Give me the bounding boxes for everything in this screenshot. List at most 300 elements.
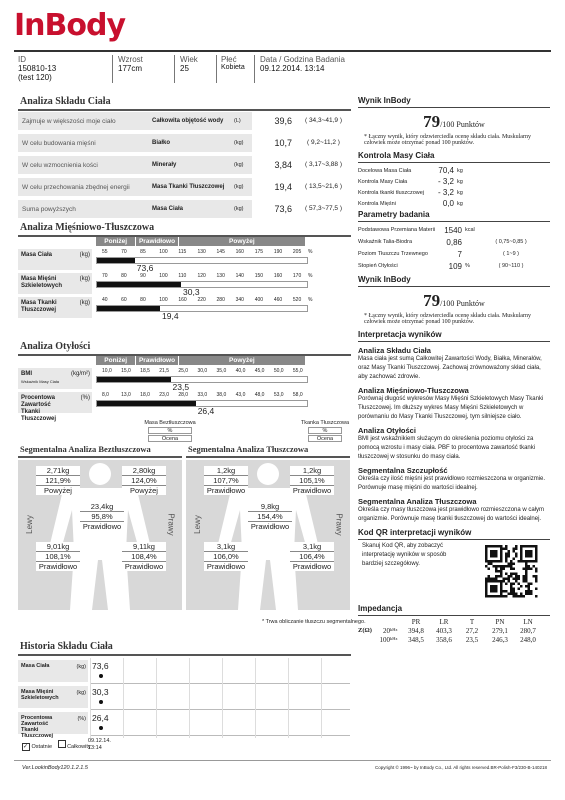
segment-trunk <box>80 502 124 531</box>
bar-track <box>96 281 308 288</box>
bar-value: 30,3 <box>183 287 200 297</box>
segment-kg: 2,80kg <box>122 466 166 476</box>
tick-label: 130 <box>197 249 206 255</box>
score-suffix: /100 Punktów <box>440 120 485 129</box>
segment-ll <box>290 542 334 571</box>
score2-value: 79 <box>423 291 441 310</box>
id-value: 150810-13 <box>18 64 57 73</box>
composition-value: 10,7 <box>252 134 296 152</box>
bar-row-label <box>18 368 92 389</box>
composition-value: 39,6 <box>252 112 296 130</box>
right-side-label: Prawy <box>166 513 176 536</box>
segment-eval: Prawidłowo <box>80 522 124 531</box>
weight-control-row <box>358 165 550 176</box>
footer-copyright: Copyright © 1996~ by InBody Co., Ltd. All rights reserved.BR-Polish-F3/230-B-140218 <box>374 765 547 770</box>
interp-text: Masa ciała jest sumą Całkowitej Zawartości Wody, Białka, Minerałów, oraz Masy Tkanki Tłuszczowej. Zachowaj zrównoważony skład ciała, aby zachować zdrowie. <box>358 356 542 380</box>
score2-title: Wynik InBody <box>358 275 411 284</box>
history-point <box>99 726 103 730</box>
segment-ra <box>36 466 80 495</box>
weight-control-row <box>358 198 550 209</box>
wc-value: 0,0 <box>442 199 454 208</box>
tick-label: 205 <box>292 249 302 255</box>
segment-kg: 3,1kg <box>204 542 248 552</box>
total-checkbox-icon[interactable] <box>58 740 66 748</box>
wc-value: 70,4 <box>438 166 454 175</box>
composition-range: ( 57,3~77,5 ) <box>296 200 351 218</box>
tick-label: 85 <box>140 249 146 255</box>
params-value: 1540 <box>444 225 462 235</box>
weight-control-row <box>358 176 550 187</box>
bar-row-name: Procentowa Zawartość Tkanki Tłuszczowej <box>21 395 57 422</box>
impedance-col: LR <box>439 618 449 626</box>
score-title: Wynik InBody <box>358 96 411 105</box>
wc-label: Docelowa Masa Ciała <box>358 167 412 174</box>
tick-row <box>96 392 306 399</box>
tick-label: 58,0 <box>292 392 303 398</box>
tick-label: 190 <box>273 249 283 255</box>
zone-header <box>96 237 306 246</box>
history-chart <box>18 656 351 748</box>
wc-unit: kg <box>457 189 463 196</box>
left-side-label: Lewy <box>24 515 34 534</box>
zone-label: Powyżej <box>179 237 305 246</box>
composition-desc: W celu budowania mięśni <box>22 139 96 147</box>
obesity-title: Analiza Otyłości <box>20 341 91 352</box>
history-row-label <box>18 660 88 682</box>
bar-row-sub: Wskaźnik Masy Ciała <box>21 379 60 384</box>
zone-label: Prawidłowo <box>136 356 177 365</box>
composition-range: ( 3,17~3,88 ) <box>296 156 351 174</box>
segment-pct: 107,7% <box>204 476 248 486</box>
params-row <box>358 236 550 248</box>
impedance-col: PN <box>495 618 505 626</box>
wc-unit: kg <box>457 178 463 185</box>
tick-label: 145 <box>216 249 225 255</box>
params-range: ( 1~9 ) <box>502 251 520 257</box>
composition-title: Analiza Składu Ciała <box>20 96 111 107</box>
history-row-label <box>18 712 88 739</box>
impedance-col: LN <box>523 618 533 626</box>
tick-label: 70 <box>102 273 108 279</box>
history-point <box>99 700 103 704</box>
impedance-freq-unit: kHz <box>390 636 398 641</box>
tick-label: 53,0 <box>273 392 284 398</box>
tick-label: 160 <box>273 273 283 279</box>
recent-checkbox-icon[interactable]: ✓ <box>23 744 29 750</box>
interp-heading: Analiza Otyłości <box>358 426 416 435</box>
tick-label: 120 <box>197 273 206 279</box>
id-sub: (test 120) <box>18 73 52 82</box>
tick-row <box>96 249 306 256</box>
segment-la <box>122 466 166 495</box>
zone-label: Poniżej <box>96 356 135 365</box>
pct-label: % <box>308 249 313 255</box>
bar-value: 26,4 <box>197 406 215 416</box>
segment-rl <box>204 542 248 571</box>
tick-label: 43,0 <box>235 392 246 398</box>
composition-row <box>18 178 351 197</box>
inbody-logo: InBody <box>14 8 126 43</box>
tick-label: 80 <box>121 273 127 279</box>
composition-name: Całkowita objętość wody <box>152 118 224 124</box>
segment-eval: Powyżej <box>122 486 166 495</box>
interp-text: BMI jest wskaźnikiem służącym do określenia poziomu otyłości za pomocą wzrostu i masy ciała. PBF to procentowa zawartość tkanki tłuszczowej w stosunku do masy ciała. <box>358 436 536 460</box>
tick-label: 8,0 <box>102 392 109 398</box>
composition-range: ( 13,5~21,6 ) <box>296 178 351 196</box>
bar-fill <box>97 258 135 263</box>
bar-fill <box>97 306 160 311</box>
interp-heading: Segmentalna Szczupłość <box>358 466 448 475</box>
wc-label: Kontrola Mięśni <box>358 200 396 207</box>
seg-fat-title: Segmentalna Analiza Tłuszczowa <box>188 444 309 454</box>
impedance-freq-unit: kHz <box>390 627 398 632</box>
right-column <box>358 96 550 645</box>
history-recent-label: Ostatnie <box>31 744 53 750</box>
impedance-value: 358,6 <box>436 636 452 644</box>
legend-lean-eval: Ocena <box>148 435 192 442</box>
impedance-row <box>358 627 550 636</box>
history-row-name: Masa Mięśni Szkieletowych <box>21 689 59 701</box>
tick-label: 38,0 <box>216 392 227 398</box>
id-label: ID <box>18 55 26 64</box>
impedance-value: 348,5 <box>408 636 424 644</box>
impedance-value: 279,1 <box>492 627 508 635</box>
bar-row-label <box>18 249 92 270</box>
impedance-header <box>358 618 550 627</box>
score-value: 79 <box>423 112 441 131</box>
impedance-value: 248,0 <box>520 636 536 644</box>
impedance-col: T <box>469 618 475 626</box>
tick-label: 160 <box>178 297 187 303</box>
params-value: 109 <box>448 261 462 271</box>
segment-eval: Prawidłowo <box>290 562 334 571</box>
tick-label: 48,0 <box>254 392 265 398</box>
tick-label: 30,0 <box>197 368 208 374</box>
tick-label: 100 <box>159 273 168 279</box>
tick-label: 280 <box>216 297 225 303</box>
tick-label: 130 <box>216 273 225 279</box>
legend-lean-label: Masa Beztłuszczowa <box>144 420 196 426</box>
tick-label: 220 <box>197 297 206 303</box>
tick-row <box>96 368 306 375</box>
segment-ra <box>204 466 248 495</box>
segment-kg: 1,2kg <box>204 466 248 476</box>
composition-unit: (kg) <box>234 140 244 146</box>
id-col <box>18 55 56 82</box>
impedance-value: 403,3 <box>436 627 452 635</box>
impedance-value: 23,5 <box>465 636 479 644</box>
composition-unit: (L) <box>234 118 241 124</box>
composition-row <box>18 134 351 153</box>
composition-value: 73,6 <box>252 200 296 218</box>
tick-label: 13,0 <box>121 392 131 398</box>
legend-fat-label: Tkanka Tłuszczowa <box>300 420 350 426</box>
sex-label: Płeć <box>221 55 237 64</box>
history-time: 13:14 <box>88 745 102 751</box>
tick-label: 18,5 <box>140 368 150 374</box>
impedance-table <box>358 618 550 645</box>
params-unit: kcal <box>465 227 475 233</box>
tick-row <box>96 273 306 280</box>
bar-row-name: Masa Ciała <box>21 252 53 258</box>
composition-unit: (kg) <box>234 184 244 190</box>
bar-row-name: Masa Mięśni Szkieletowych <box>21 276 63 289</box>
composition-desc: Suma powyższych <box>22 205 76 213</box>
history-row-unit: (%) <box>77 716 86 722</box>
composition-row <box>18 156 351 175</box>
bar-value: 23,5 <box>172 382 190 392</box>
tick-label: 115 <box>178 249 187 255</box>
composition-name: Masa Ciała <box>152 206 184 212</box>
date-value: 09.12.2014. 13:14 <box>260 64 325 73</box>
tick-label: 55,0 <box>292 368 303 374</box>
segment-rl <box>36 542 80 571</box>
tick-label: 340 <box>235 297 244 303</box>
score2-note: * Łączny wynik, który odzwierciedla ocenę składu ciała. Muskularny człowiek może otrzymać ponad 100 punktów. <box>364 313 531 325</box>
segment-pct: 108,1% <box>36 552 80 562</box>
segment-kg: 23,4kg <box>80 502 124 512</box>
legend-fat-eval: Ocena <box>308 435 342 442</box>
height-value: 177cm <box>118 64 143 73</box>
sex-col <box>221 55 245 71</box>
wc-unit: kg <box>457 167 463 174</box>
segment-la <box>290 466 334 495</box>
right-side-label: Prawy <box>334 513 344 536</box>
age-value: 25 <box>180 64 189 73</box>
segment-eval: Prawidłowo <box>122 562 166 571</box>
segment-trunk <box>248 502 292 531</box>
legend-fat <box>300 420 350 443</box>
composition-name: Masa Tkanki Tłuszczowej <box>152 184 225 190</box>
segment-pct: 154,4% <box>248 512 292 522</box>
bar-fill <box>97 282 181 287</box>
tick-label: 23,0 <box>159 392 169 398</box>
age-col <box>180 55 198 73</box>
seg-lean-title: Segmentalna Analiza Beztłuszczowa <box>20 444 151 454</box>
params-range: ( 90~110 ) <box>498 263 524 269</box>
impedance-value: 394,8 <box>408 627 424 635</box>
tick-label: 90 <box>140 273 146 279</box>
score2-suffix: /100 Punktów <box>440 299 485 308</box>
tick-label: 45,0 <box>254 368 265 374</box>
wc-label: Kontrola Masy Ciała <box>358 178 408 185</box>
history-row-unit: (kg) <box>76 690 86 696</box>
score-box <box>358 112 550 132</box>
tick-label: 170 <box>292 273 302 279</box>
pct-label: % <box>308 297 313 303</box>
seg-fat-panel <box>186 460 350 610</box>
params-row <box>358 260 550 272</box>
impedance-row <box>358 636 550 645</box>
interp-text: Porównaj długość wykresów Masy Mięśni Szkieletowych Masy Tkanki Tłuszczowej. Im dłuższy wykres Masy Mięśni Szkieletowych w porównaniu do Masy Tkanki Tłuszczowej, tym silniejsze ciało. <box>358 396 544 420</box>
composition-value: 19,4 <box>252 178 296 196</box>
segment-eval: Prawidłowo <box>248 522 292 531</box>
params-table <box>358 224 550 272</box>
impedance-freq: 100 <box>379 636 390 644</box>
tick-label: 80 <box>140 297 146 303</box>
interpretation-title: Interpretacja wyników <box>358 330 442 339</box>
history-title: Historia Składu Ciała <box>20 641 113 652</box>
impedance-value: 246,3 <box>492 636 508 644</box>
tick-label: 33,0 <box>197 392 208 398</box>
history-date: 09.12.14. <box>88 738 111 744</box>
bar-fill <box>97 401 196 406</box>
history-row-name: Masa Ciała <box>21 663 50 669</box>
interp-text: Określa czy ilość mięśni jest prawidłowo rozmieszczona w organizmie. Porównuje masę mięśni do wartości idealnej. <box>358 476 546 491</box>
tick-label: 18,0 <box>140 392 150 398</box>
score2-box <box>358 291 550 311</box>
tick-label: 160 <box>235 249 244 255</box>
date-col <box>260 55 345 73</box>
tick-label: 150 <box>254 273 264 279</box>
tick-label: 60 <box>121 297 127 303</box>
tick-label: 100 <box>159 297 168 303</box>
composition-range: ( 9,2~11,2 ) <box>296 134 351 152</box>
history-total-label: Całkowity <box>67 744 91 750</box>
history-row-name: Procentowa Zawartość Tkanki Tłuszczowej <box>21 715 54 739</box>
height-label: Wzrost <box>118 55 143 64</box>
wc-value: - 3,2 <box>437 188 454 197</box>
composition-desc: Zajmuje w większości moje ciało <box>22 117 116 125</box>
legend-fat-pct: % <box>308 427 342 434</box>
segment-eval: Prawidłowo <box>290 486 334 495</box>
history-row-unit: (kg) <box>76 664 86 670</box>
bar-row-name: BMI <box>21 371 32 377</box>
sex-value: Kobieta <box>221 64 245 71</box>
bar-track <box>96 376 308 383</box>
params-label: Stopień Otyłości <box>358 263 398 269</box>
segment-kg: 3,1kg <box>290 542 334 552</box>
seg-fat-note: * Trwa obliczanie tłuszczu segmentalnego. <box>262 619 366 625</box>
history-legend <box>22 740 91 751</box>
impedance-title: Impedancja <box>358 604 403 613</box>
composition-unit: (kg) <box>234 162 244 168</box>
segment-pct: 95,8% <box>80 512 124 522</box>
wc-label: Kontrola tkanki tłuszczowej <box>358 189 425 196</box>
params-title: Parametry badania <box>358 210 430 219</box>
tick-label: 520 <box>292 297 302 303</box>
segment-pct: 106,4% <box>290 552 334 562</box>
bar-row-unit: (kg) <box>79 276 90 282</box>
segment-pct: 124,0% <box>122 476 166 486</box>
history-value: 73,6 <box>92 661 109 671</box>
impedance-col: PR <box>411 618 421 626</box>
legend-lean-pct: % <box>148 427 192 434</box>
muscle-fat-title: Analiza Mięśniowo-Tłuszczowa <box>20 222 155 233</box>
history-value: 30,3 <box>92 687 109 697</box>
composition-desc: W celu przechowania zbędnej energii <box>22 183 130 191</box>
date-label: Data / Godzina Badania <box>260 55 345 64</box>
composition-row <box>18 112 351 131</box>
interpretation-list <box>358 346 550 524</box>
tick-label: 400 <box>254 297 264 303</box>
composition-range: ( 34,3~41,9 ) <box>296 112 351 130</box>
bar-value: 73,6 <box>136 263 154 273</box>
impedance-value: 280,7 <box>520 627 536 635</box>
composition-row <box>18 200 351 219</box>
segment-eval: Prawidłowo <box>204 486 248 495</box>
params-unit: % <box>465 263 470 269</box>
wc-unit: kg <box>457 200 463 207</box>
tick-label: 70 <box>121 249 127 255</box>
wc-value: - 3,2 <box>437 177 454 186</box>
zone-label: Powyżej <box>179 356 305 365</box>
tick-label: 15,0 <box>121 368 131 374</box>
segment-pct: 108,4% <box>122 552 166 562</box>
segment-eval: Prawidłowo <box>204 562 248 571</box>
zone-label: Poniżej <box>96 237 135 246</box>
composition-name: Minerały <box>152 162 177 168</box>
zone-header <box>96 356 306 365</box>
bar-value: 19,4 <box>162 311 179 321</box>
tick-label: 40,0 <box>235 368 246 374</box>
left-side-label: Lewy <box>192 515 202 534</box>
tick-row <box>96 297 306 304</box>
score-note: * Łączny wynik, który odzwierciedla ocenę składu ciała. Muskularny człowiek może otrzymać ponad 100 punktów. <box>364 134 531 146</box>
muscle-fat-chart <box>18 237 351 321</box>
params-value: 7 <box>457 249 462 259</box>
pct-label: % <box>308 273 313 279</box>
weight-control-row <box>358 187 550 198</box>
bar-row-label <box>18 392 92 422</box>
segment-kg: 2,71kg <box>36 466 80 476</box>
interp-heading: Analiza Składu Ciała <box>358 346 431 355</box>
bar-fill <box>97 377 171 382</box>
zone-label: Prawidłowo <box>136 237 177 246</box>
bar-row-unit: (kg) <box>79 300 90 306</box>
tick-label: 110 <box>178 273 187 279</box>
segment-eval: Powyżej <box>36 486 80 495</box>
segment-pct: 105,1% <box>290 476 334 486</box>
impedance-z <box>358 636 376 645</box>
weight-control-title: Kontrola Masy Ciała <box>358 151 435 160</box>
segment-ll <box>122 542 166 571</box>
tick-label: 28,0 <box>178 392 189 398</box>
params-label: Wskaźnik Talia-Biodra <box>358 239 413 245</box>
segment-kg: 9,8kg <box>248 502 292 512</box>
obesity-chart <box>18 356 351 422</box>
qr-code-icon[interactable] <box>484 544 538 598</box>
bar-row-unit: (kg) <box>79 252 90 258</box>
composition-unit: (kg) <box>234 206 244 212</box>
bar-track <box>96 305 308 312</box>
bar-row-unit: (%) <box>80 395 90 401</box>
interp-heading: Segmentalna Analiza Tłuszczowa <box>358 497 477 506</box>
params-label: Podstawowa Przemiana Materii <box>358 227 436 233</box>
interp-text: Określa czy masy tłuszczowa jest prawidłowo rozmieszczona w całym organizmie. Porównuje masę tkanki tłuszczowej do wartości idealnej. <box>358 507 545 522</box>
tick-label: 50,0 <box>273 368 284 374</box>
composition-name: Białko <box>152 140 171 146</box>
tick-label: 460 <box>273 297 283 303</box>
segment-kg: 1,2kg <box>290 466 334 476</box>
qr-block <box>358 542 550 602</box>
tick-label: 175 <box>254 249 264 255</box>
params-row <box>358 224 550 236</box>
history-row-label <box>18 686 88 708</box>
history-value: 26,4 <box>92 713 109 723</box>
tick-label: 40 <box>102 297 108 303</box>
segment-kg: 9,11kg <box>122 542 166 552</box>
bar-row-unit: (kg/m²) <box>71 371 90 377</box>
seg-lean-panel <box>18 460 182 610</box>
composition-value: 3,84 <box>252 156 296 174</box>
footer-version: Ver.LookinBody120.1.2.1.5 <box>22 765 88 771</box>
impedance-z: Z(Ω) <box>358 627 372 634</box>
interp-heading: Analiza Mięśniowo-Tłuszczowa <box>358 386 469 395</box>
params-label: Poziom Tłuszczu Trzewnego <box>358 251 428 257</box>
weight-control-table <box>358 165 550 209</box>
bar-row-label <box>18 273 92 294</box>
